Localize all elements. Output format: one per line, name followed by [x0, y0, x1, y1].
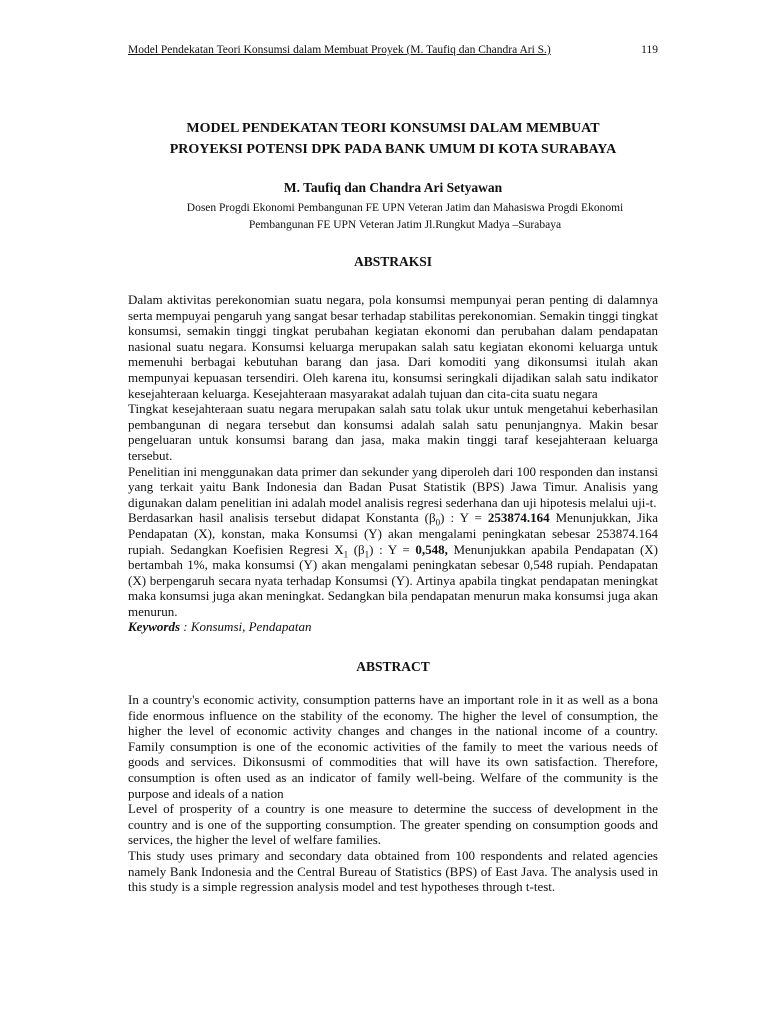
x1-subscript: 1 — [343, 549, 349, 560]
abstraksi-heading: ABSTRAKSI — [353, 254, 433, 269]
paper-title — [128, 118, 658, 160]
p4-text-e: ) : Y = — [369, 541, 416, 557]
affiliation-line-2: Pembangunan FE UPN Veteran Jatim Jl.Rungkut Madya –Surabaya — [248, 219, 562, 231]
p4-text-c: Menunjukkan, Jika Pendapatan (X), konstan, maka Konsumsi (Y) akan mengalami peningkatan sebesar 253874.164 rupiah. Sedangkan Koefisien Regresi X — [128, 510, 658, 557]
abstract-paragraph-2: Level of prosperity of a country is one measure to determine the success of development in the country and is one of the supporting consumption. The greater spending on consumption goods and services, the higher the level of welfare families. — [128, 801, 658, 848]
abstraksi-paragraph-3: Penelitian ini menggunakan data primer dan sekunder yang diperoleh dari 100 responden dan instansi yang terkait yaitu Bank Indonesia dan Badan Pusat Statistik (BPS) Jawa Timur. Analisis yang digunakan dalam penelitian ini adalah model analisis regresi sederhana dan uji hipotesis melalui uji-t. — [128, 463, 658, 510]
abstract-body — [128, 692, 658, 895]
beta-0-subscript: 0 — [435, 517, 441, 528]
p4-text-a: Berdasarkan hasil analisis tersebut didapat Konstanta (β — [128, 510, 436, 526]
keywords-line — [128, 619, 658, 635]
p4-text-b: ) : Y = — [440, 510, 488, 526]
authors: M. Taufiq dan Chandra Ari Setyawan — [283, 180, 503, 195]
abstract-paragraph-3: This study uses primary and secondary data obtained from 100 respondents and related agencies namely Bank Indonesia and the Central Bureau of Statistics (BPS) of East Java. The analysis used in this study is a simple regression analysis model and test hypotheses through t-test. — [128, 847, 658, 895]
p4-text-d: (β — [348, 541, 365, 557]
affiliation-line-1: Dosen Progdi Ekonomi Pembangunan FE UPN Veteran Jatim dan Mahasiswa Progdi Ekonomi — [186, 202, 624, 214]
constant-value: 253874.164 — [487, 510, 550, 526]
abstract-paragraph-1: In a country's economic activity, consumption patterns have an important role in it as well as a bona fide enormous influence on the stability of the economy. The higher the level of consumption, the higher the level of economic activity changes and changes in the national income of a country. Family consumption is one of the economic activities of the family to meet the various needs of goods and services. Dikonsusmi of commodities that will have its own satisfaction. Therefore, consumption is often used as an indicator of family well-being. Welfare of the community is the purpose and ideals of a nation — [128, 692, 658, 801]
beta-1-subscript: 1 — [364, 549, 370, 560]
abstraksi-paragraph-2: Tingkat kesejahteraan suatu negara merupakan salah satu tolak ukur untuk mengetahui keberhasilan pembangunan di negara tersebut dan konsumsi adalah salah satu penunjangnya. Makin besar pengeluaran untuk konsumsi barang dan jasa, maka makin tinggi taraf kesejahteraan keluarga tersebut. — [128, 401, 658, 463]
running-title: Model Pendekatan Teori Konsumsi dalam Membuat Proyek (M. Taufiq dan Chandra Ari S.) — [128, 44, 551, 56]
keywords-value: : Konsumsi, Pendapatan — [180, 619, 312, 635]
abstract-heading: ABSTRACT — [356, 659, 430, 674]
title-line-2: PROYEKSI POTENSI DPK PADA BANK UMUM DI KOTA SURABAYA — [169, 142, 617, 157]
coefficient-value: 0,548, — [415, 541, 448, 557]
title-line-1: MODEL PENDEKATAN TEORI KONSUMSI DALAM MEMBUAT — [186, 121, 600, 136]
keywords-label: Keywords — [128, 619, 180, 635]
abstraksi-paragraph-1: Dalam aktivitas perekonomian suatu negara, pola konsumsi mempunyai peran penting di dalamnya serta mempuyai pengaruh yang sangat besar terhadap stabilitas perekonomian. Semakin tinggi tingkat konsumsi, semakin tinggi tingkat perubahan kegiatan ekonomi dan perubahan dalam pendapatan nasional suatu negara. Konsumsi keluarga merupakan salah satu kegiatan ekonomi keluarga untuk memenuhi berbagai kebutuhan barang dan jasa. Dari komoditi yang dikonsumsi itulah akan mempunyai kepuasan tersendiri. Oleh karena itu, konsumsi seringkali dijadikan salah satu indikator kesejahteraan keluarga. Kesejahteraan masyarakat adalah tujuan dan cita-cita suatu negara — [128, 292, 658, 401]
page-number: 119 — [641, 44, 658, 56]
affiliation — [140, 200, 670, 234]
abstraksi-body — [128, 292, 658, 635]
p4-text-f: Menunjukkan apabila Pendapatan (X) bertambah 1%, maka konsumsi (Y) akan mengalami peningkatan sebesar 0,548 rupiah. Pendapatan (X) berpengaruh secara nyata terhadap Konsumsi (Y). Artinya apabila tingkat pendapatan meningkat maka konsumsi juga akan meningkat. Sedangkan bila pendapatan menurun maka konsumsi juga akan menurun. — [128, 541, 658, 619]
abstraksi-paragraph-4 — [128, 510, 658, 619]
running-header — [128, 44, 658, 56]
